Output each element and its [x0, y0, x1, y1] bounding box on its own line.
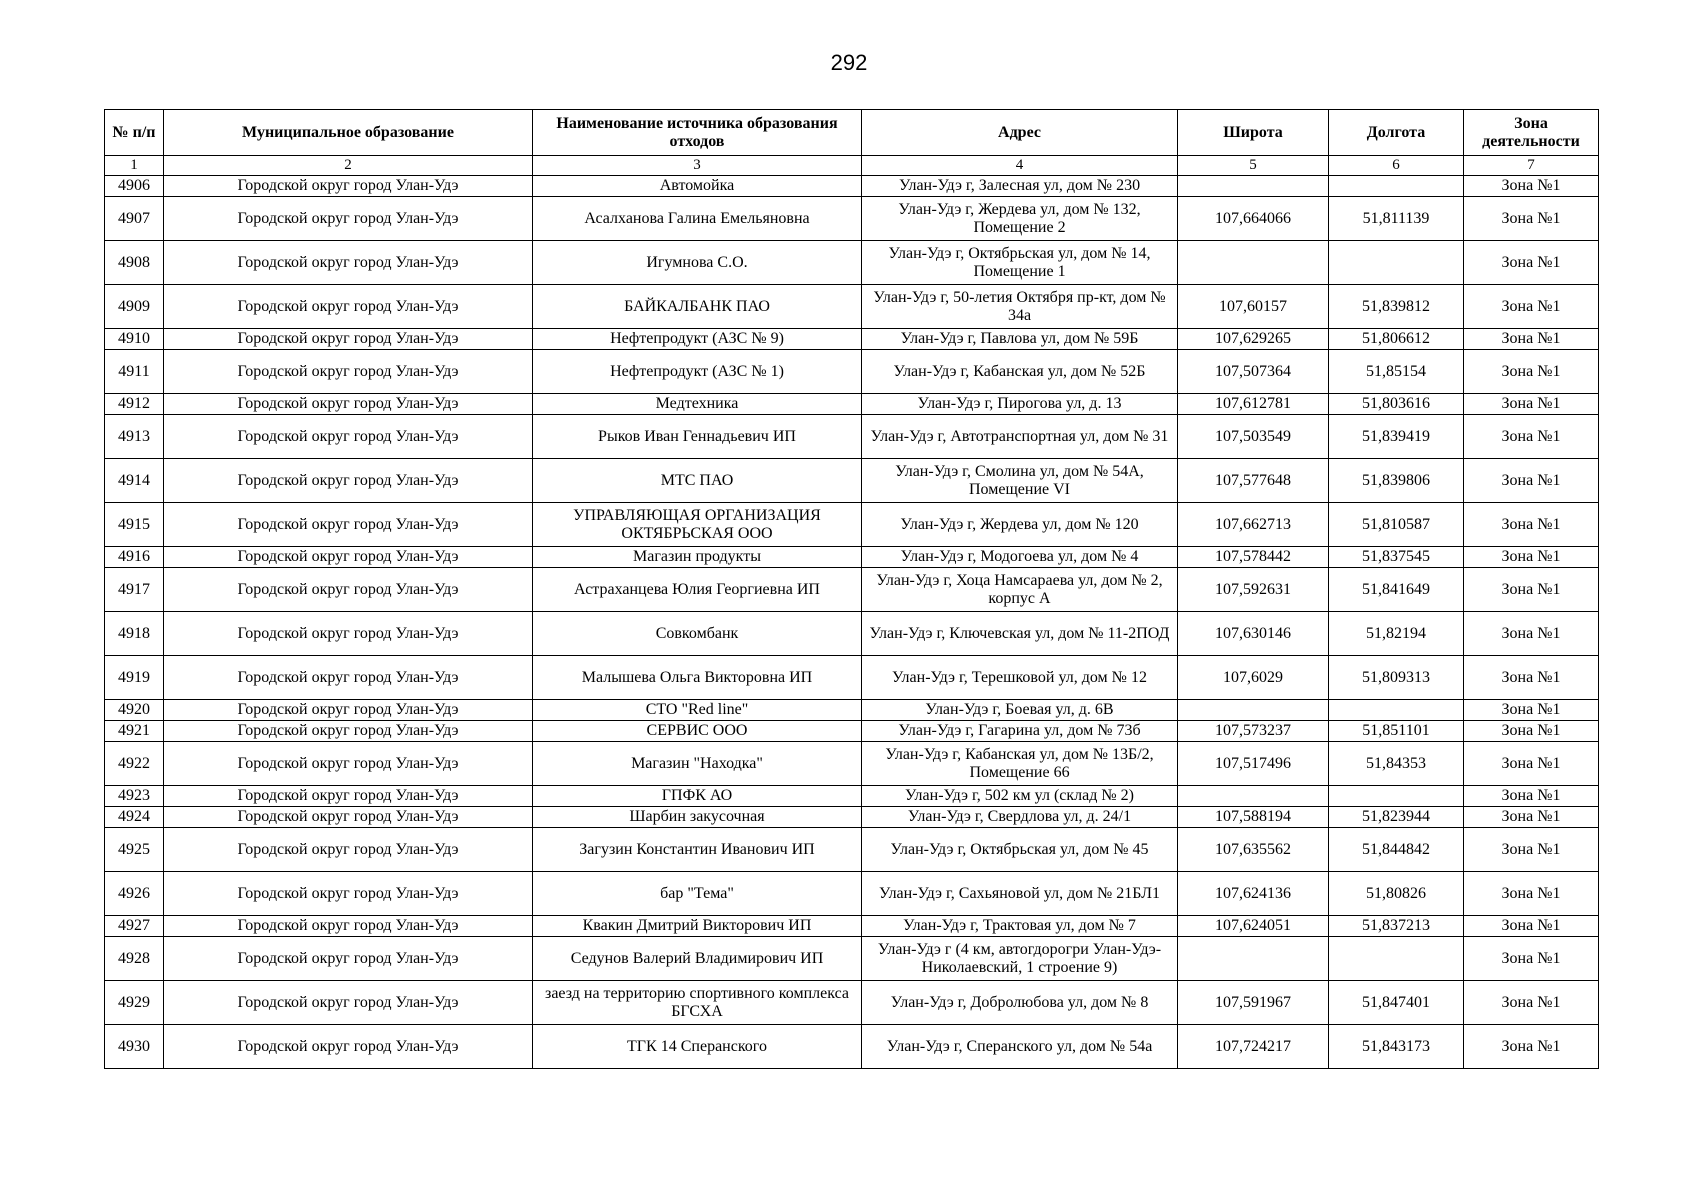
row-number-cell: 4930 [105, 1025, 164, 1069]
zone-cell: Зона №1 [1464, 721, 1599, 742]
row-number-cell: 4925 [105, 828, 164, 872]
header-cell-longitude: Долгота [1329, 110, 1464, 156]
zone-cell: Зона №1 [1464, 937, 1599, 981]
address-cell: Улан-Удэ г, Смолина ул, дом № 54А, Помещение VI [862, 459, 1178, 503]
zone-cell: Зона №1 [1464, 700, 1599, 721]
zone-cell: Зона №1 [1464, 872, 1599, 916]
table-row [105, 981, 1599, 1025]
source-name-cell: Загузин Константин Иванович ИП [533, 828, 862, 872]
row-number-cell: 4924 [105, 807, 164, 828]
table-row [105, 656, 1599, 700]
row-number-cell: 4919 [105, 656, 164, 700]
municipality-cell: Городской округ город Улан-Удэ [164, 568, 533, 612]
source-name-cell: Нефтепродукт (АЗС № 1) [533, 350, 862, 394]
address-cell: Улан-Удэ г, Модогоева ул, дом № 4 [862, 547, 1178, 568]
source-name-cell: ТГК 14 Сперанского [533, 1025, 862, 1069]
table-row [105, 568, 1599, 612]
latitude-cell [1178, 700, 1329, 721]
latitude-cell [1178, 786, 1329, 807]
longitude-cell: 51,811139 [1329, 197, 1464, 241]
row-number-cell: 4911 [105, 350, 164, 394]
source-name-cell: Магазин "Находка" [533, 742, 862, 786]
latitude-cell: 107,612781 [1178, 394, 1329, 415]
table-row [105, 828, 1599, 872]
longitude-cell: 51,85154 [1329, 350, 1464, 394]
address-cell: Улан-Удэ г, Хоца Намсараева ул, дом № 2, корпус А [862, 568, 1178, 612]
table-row [105, 415, 1599, 459]
municipality-cell: Городской округ город Улан-Удэ [164, 981, 533, 1025]
address-cell: Улан-Удэ г, Жердева ул, дом № 132, Помещение 2 [862, 197, 1178, 241]
municipality-cell: Городской округ город Улан-Удэ [164, 937, 533, 981]
table-row [105, 916, 1599, 937]
table-row [105, 700, 1599, 721]
address-cell: Улан-Удэ г (4 км, автогдорогри Улан-Удэ- Николаевский, 1 строение 9) [862, 937, 1178, 981]
source-name-cell: заезд на территорию спортивного комплекса БГСХА [533, 981, 862, 1025]
row-number-cell: 4920 [105, 700, 164, 721]
municipality-cell: Городской округ город Улан-Удэ [164, 872, 533, 916]
municipality-cell: Городской округ город Улан-Удэ [164, 786, 533, 807]
row-number-cell: 4912 [105, 394, 164, 415]
latitude-cell: 107,592631 [1178, 568, 1329, 612]
zone-cell: Зона №1 [1464, 329, 1599, 350]
row-number-cell: 4923 [105, 786, 164, 807]
longitude-cell [1329, 241, 1464, 285]
latitude-cell: 107,588194 [1178, 807, 1329, 828]
source-name-cell: СТО "Red line" [533, 700, 862, 721]
header-row [105, 110, 1599, 156]
municipality-cell: Городской округ город Улан-Удэ [164, 394, 533, 415]
column-number: 1 [105, 156, 164, 176]
latitude-cell: 107,573237 [1178, 721, 1329, 742]
source-name-cell: Квакин Дмитрий Викторович ИП [533, 916, 862, 937]
row-number-cell: 4918 [105, 612, 164, 656]
zone-cell: Зона №1 [1464, 828, 1599, 872]
source-name-cell: Игумнова С.О. [533, 241, 862, 285]
address-cell: Улан-Удэ г, Кабанская ул, дом № 13Б/2, Помещение 66 [862, 742, 1178, 786]
latitude-cell: 107,635562 [1178, 828, 1329, 872]
address-cell: Улан-Удэ г, Октябрьская ул, дом № 45 [862, 828, 1178, 872]
source-name-cell: СЕРВИС ООО [533, 721, 862, 742]
longitude-cell: 51,80826 [1329, 872, 1464, 916]
source-name-cell: Астраханцева Юлия Георгиевна ИП [533, 568, 862, 612]
longitude-cell [1329, 937, 1464, 981]
zone-cell: Зона №1 [1464, 916, 1599, 937]
latitude-cell: 107,578442 [1178, 547, 1329, 568]
zone-cell: Зона №1 [1464, 285, 1599, 329]
longitude-cell: 51,806612 [1329, 329, 1464, 350]
source-name-cell: ГПФК АО [533, 786, 862, 807]
address-cell: Улан-Удэ г, Октябрьская ул, дом № 14, Помещение 1 [862, 241, 1178, 285]
longitude-cell [1329, 786, 1464, 807]
municipality-cell: Городской округ город Улан-Удэ [164, 241, 533, 285]
header-cell-address: Адрес [862, 110, 1178, 156]
column-number: 3 [533, 156, 862, 176]
latitude-cell: 107,624136 [1178, 872, 1329, 916]
row-number-cell: 4926 [105, 872, 164, 916]
latitude-cell: 107,6029 [1178, 656, 1329, 700]
latitude-cell: 107,517496 [1178, 742, 1329, 786]
municipality-cell: Городской округ город Улан-Удэ [164, 459, 533, 503]
address-cell: Улан-Удэ г, Пирогова ул, д. 13 [862, 394, 1178, 415]
latitude-cell [1178, 241, 1329, 285]
latitude-cell: 107,507364 [1178, 350, 1329, 394]
table-row [105, 872, 1599, 916]
address-cell: Улан-Удэ г, Боевая ул, д. 6В [862, 700, 1178, 721]
source-name-cell: МТС ПАО [533, 459, 862, 503]
waste-sources-table [104, 109, 1599, 1069]
zone-cell: Зона №1 [1464, 981, 1599, 1025]
zone-cell: Зона №1 [1464, 807, 1599, 828]
municipality-cell: Городской округ город Улан-Удэ [164, 721, 533, 742]
longitude-cell: 51,810587 [1329, 503, 1464, 547]
zone-cell: Зона №1 [1464, 503, 1599, 547]
municipality-cell: Городской округ город Улан-Удэ [164, 176, 533, 197]
municipality-cell: Городской округ город Улан-Удэ [164, 612, 533, 656]
table-row [105, 807, 1599, 828]
municipality-cell: Городской округ город Улан-Удэ [164, 742, 533, 786]
zone-cell: Зона №1 [1464, 197, 1599, 241]
zone-cell: Зона №1 [1464, 394, 1599, 415]
address-cell: Улан-Удэ г, Ключевская ул, дом № 11-2ПОД [862, 612, 1178, 656]
zone-cell: Зона №1 [1464, 350, 1599, 394]
municipality-cell: Городской округ город Улан-Удэ [164, 285, 533, 329]
longitude-cell: 51,803616 [1329, 394, 1464, 415]
municipality-cell: Городской округ город Улан-Удэ [164, 1025, 533, 1069]
column-number: 6 [1329, 156, 1464, 176]
zone-cell: Зона №1 [1464, 656, 1599, 700]
row-number-cell: 4922 [105, 742, 164, 786]
longitude-cell [1329, 176, 1464, 197]
latitude-cell: 107,577648 [1178, 459, 1329, 503]
column-number: 5 [1178, 156, 1329, 176]
row-number-cell: 4921 [105, 721, 164, 742]
row-number-cell: 4917 [105, 568, 164, 612]
row-number-cell: 4907 [105, 197, 164, 241]
table-row [105, 786, 1599, 807]
latitude-cell: 107,503549 [1178, 415, 1329, 459]
source-name-cell: Шарбин закусочная [533, 807, 862, 828]
source-name-cell: УПРАВЛЯЮЩАЯ ОРГАНИЗАЦИЯ ОКТЯБРЬСКАЯ ООО [533, 503, 862, 547]
address-cell: Улан-Удэ г, Сперанского ул, дом № 54а [862, 1025, 1178, 1069]
table-row [105, 241, 1599, 285]
zone-cell: Зона №1 [1464, 459, 1599, 503]
column-number-row [105, 156, 1599, 176]
address-cell: Улан-Удэ г, Добролюбова ул, дом № 8 [862, 981, 1178, 1025]
table-row [105, 742, 1599, 786]
municipality-cell: Городской округ город Улан-Удэ [164, 807, 533, 828]
municipality-cell: Городской округ город Улан-Удэ [164, 329, 533, 350]
latitude-cell [1178, 176, 1329, 197]
municipality-cell: Городской округ город Улан-Удэ [164, 916, 533, 937]
source-name-cell: Совкомбанк [533, 612, 862, 656]
header-cell-number: № п/п [105, 110, 164, 156]
source-name-cell: Седунов Валерий Владимирович ИП [533, 937, 862, 981]
table-body [105, 176, 1599, 1069]
zone-cell: Зона №1 [1464, 568, 1599, 612]
source-name-cell: бар "Тема" [533, 872, 862, 916]
table-row [105, 350, 1599, 394]
row-number-cell: 4910 [105, 329, 164, 350]
municipality-cell: Городской округ город Улан-Удэ [164, 350, 533, 394]
zone-cell: Зона №1 [1464, 786, 1599, 807]
table-row [105, 329, 1599, 350]
row-number-cell: 4916 [105, 547, 164, 568]
column-number: 7 [1464, 156, 1599, 176]
header-cell-source-name: Наименование источника образования отходов [533, 110, 862, 156]
latitude-cell: 107,664066 [1178, 197, 1329, 241]
municipality-cell: Городской округ город Улан-Удэ [164, 415, 533, 459]
table-row [105, 721, 1599, 742]
header-cell-municipality: Муниципальное образование [164, 110, 533, 156]
source-name-cell: Малышева Ольга Викторовна ИП [533, 656, 862, 700]
longitude-cell: 51,844842 [1329, 828, 1464, 872]
address-cell: Улан-Удэ г, Гагарина ул, дом № 73б [862, 721, 1178, 742]
municipality-cell: Городской округ город Улан-Удэ [164, 547, 533, 568]
longitude-cell [1329, 700, 1464, 721]
zone-cell: Зона №1 [1464, 742, 1599, 786]
longitude-cell: 51,851101 [1329, 721, 1464, 742]
address-cell: Улан-Удэ г, Жердева ул, дом № 120 [862, 503, 1178, 547]
table-row [105, 285, 1599, 329]
row-number-cell: 4928 [105, 937, 164, 981]
source-name-cell: БАЙКАЛБАНК ПАО [533, 285, 862, 329]
longitude-cell: 51,809313 [1329, 656, 1464, 700]
row-number-cell: 4929 [105, 981, 164, 1025]
zone-cell: Зона №1 [1464, 241, 1599, 285]
latitude-cell [1178, 937, 1329, 981]
latitude-cell: 107,624051 [1178, 916, 1329, 937]
zone-cell: Зона №1 [1464, 1025, 1599, 1069]
address-cell: Улан-Удэ г, 502 км ул (склад № 2) [862, 786, 1178, 807]
source-name-cell: Рыков Иван Геннадьевич ИП [533, 415, 862, 459]
table-row [105, 547, 1599, 568]
row-number-cell: 4909 [105, 285, 164, 329]
longitude-cell: 51,84353 [1329, 742, 1464, 786]
table-row [105, 612, 1599, 656]
address-cell: Улан-Удэ г, Сахьяновой ул, дом № 21БЛ1 [862, 872, 1178, 916]
municipality-cell: Городской округ город Улан-Удэ [164, 197, 533, 241]
longitude-cell: 51,839419 [1329, 415, 1464, 459]
latitude-cell: 107,630146 [1178, 612, 1329, 656]
table-row [105, 1025, 1599, 1069]
address-cell: Улан-Удэ г, Залесная ул, дом № 230 [862, 176, 1178, 197]
longitude-cell: 51,837213 [1329, 916, 1464, 937]
longitude-cell: 51,839812 [1329, 285, 1464, 329]
row-number-cell: 4908 [105, 241, 164, 285]
municipality-cell: Городской округ город Улан-Удэ [164, 700, 533, 721]
zone-cell: Зона №1 [1464, 415, 1599, 459]
address-cell: Улан-Удэ г, Терешковой ул, дом № 12 [862, 656, 1178, 700]
row-number-cell: 4927 [105, 916, 164, 937]
longitude-cell: 51,847401 [1329, 981, 1464, 1025]
row-number-cell: 4914 [105, 459, 164, 503]
longitude-cell: 51,839806 [1329, 459, 1464, 503]
table-row [105, 394, 1599, 415]
zone-cell: Зона №1 [1464, 176, 1599, 197]
table-row [105, 176, 1599, 197]
latitude-cell: 107,662713 [1178, 503, 1329, 547]
header-cell-zone: Зона деятельности [1464, 110, 1599, 156]
latitude-cell: 107,724217 [1178, 1025, 1329, 1069]
source-name-cell: Магазин продукты [533, 547, 862, 568]
column-number: 2 [164, 156, 533, 176]
source-name-cell: Нефтепродукт (АЗС № 9) [533, 329, 862, 350]
zone-cell: Зона №1 [1464, 547, 1599, 568]
address-cell: Улан-Удэ г, 50-летия Октября пр-кт, дом № 34а [862, 285, 1178, 329]
source-name-cell: Асалханова Галина Емельяновна [533, 197, 862, 241]
longitude-cell: 51,841649 [1329, 568, 1464, 612]
municipality-cell: Городской округ город Улан-Удэ [164, 828, 533, 872]
row-number-cell: 4915 [105, 503, 164, 547]
row-number-cell: 4906 [105, 176, 164, 197]
column-number: 4 [862, 156, 1178, 176]
table-row [105, 937, 1599, 981]
row-number-cell: 4913 [105, 415, 164, 459]
address-cell: Улан-Удэ г, Трактовая ул, дом № 7 [862, 916, 1178, 937]
source-name-cell: Автомойка [533, 176, 862, 197]
longitude-cell: 51,82194 [1329, 612, 1464, 656]
longitude-cell: 51,837545 [1329, 547, 1464, 568]
longitude-cell: 51,843173 [1329, 1025, 1464, 1069]
latitude-cell: 107,591967 [1178, 981, 1329, 1025]
table-row [105, 197, 1599, 241]
latitude-cell: 107,60157 [1178, 285, 1329, 329]
header-cell-latitude: Широта [1178, 110, 1329, 156]
address-cell: Улан-Удэ г, Кабанская ул, дом № 52Б [862, 350, 1178, 394]
source-name-cell: Медтехника [533, 394, 862, 415]
zone-cell: Зона №1 [1464, 612, 1599, 656]
municipality-cell: Городской округ город Улан-Удэ [164, 656, 533, 700]
address-cell: Улан-Удэ г, Павлова ул, дом № 59Б [862, 329, 1178, 350]
table-row [105, 503, 1599, 547]
longitude-cell: 51,823944 [1329, 807, 1464, 828]
address-cell: Улан-Удэ г, Свердлова ул, д. 24/1 [862, 807, 1178, 828]
page-number: 292 [830, 50, 868, 75]
latitude-cell: 107,629265 [1178, 329, 1329, 350]
municipality-cell: Городской округ город Улан-Удэ [164, 503, 533, 547]
table-row [105, 459, 1599, 503]
address-cell: Улан-Удэ г, Автотранспортная ул, дом № 31 [862, 415, 1178, 459]
